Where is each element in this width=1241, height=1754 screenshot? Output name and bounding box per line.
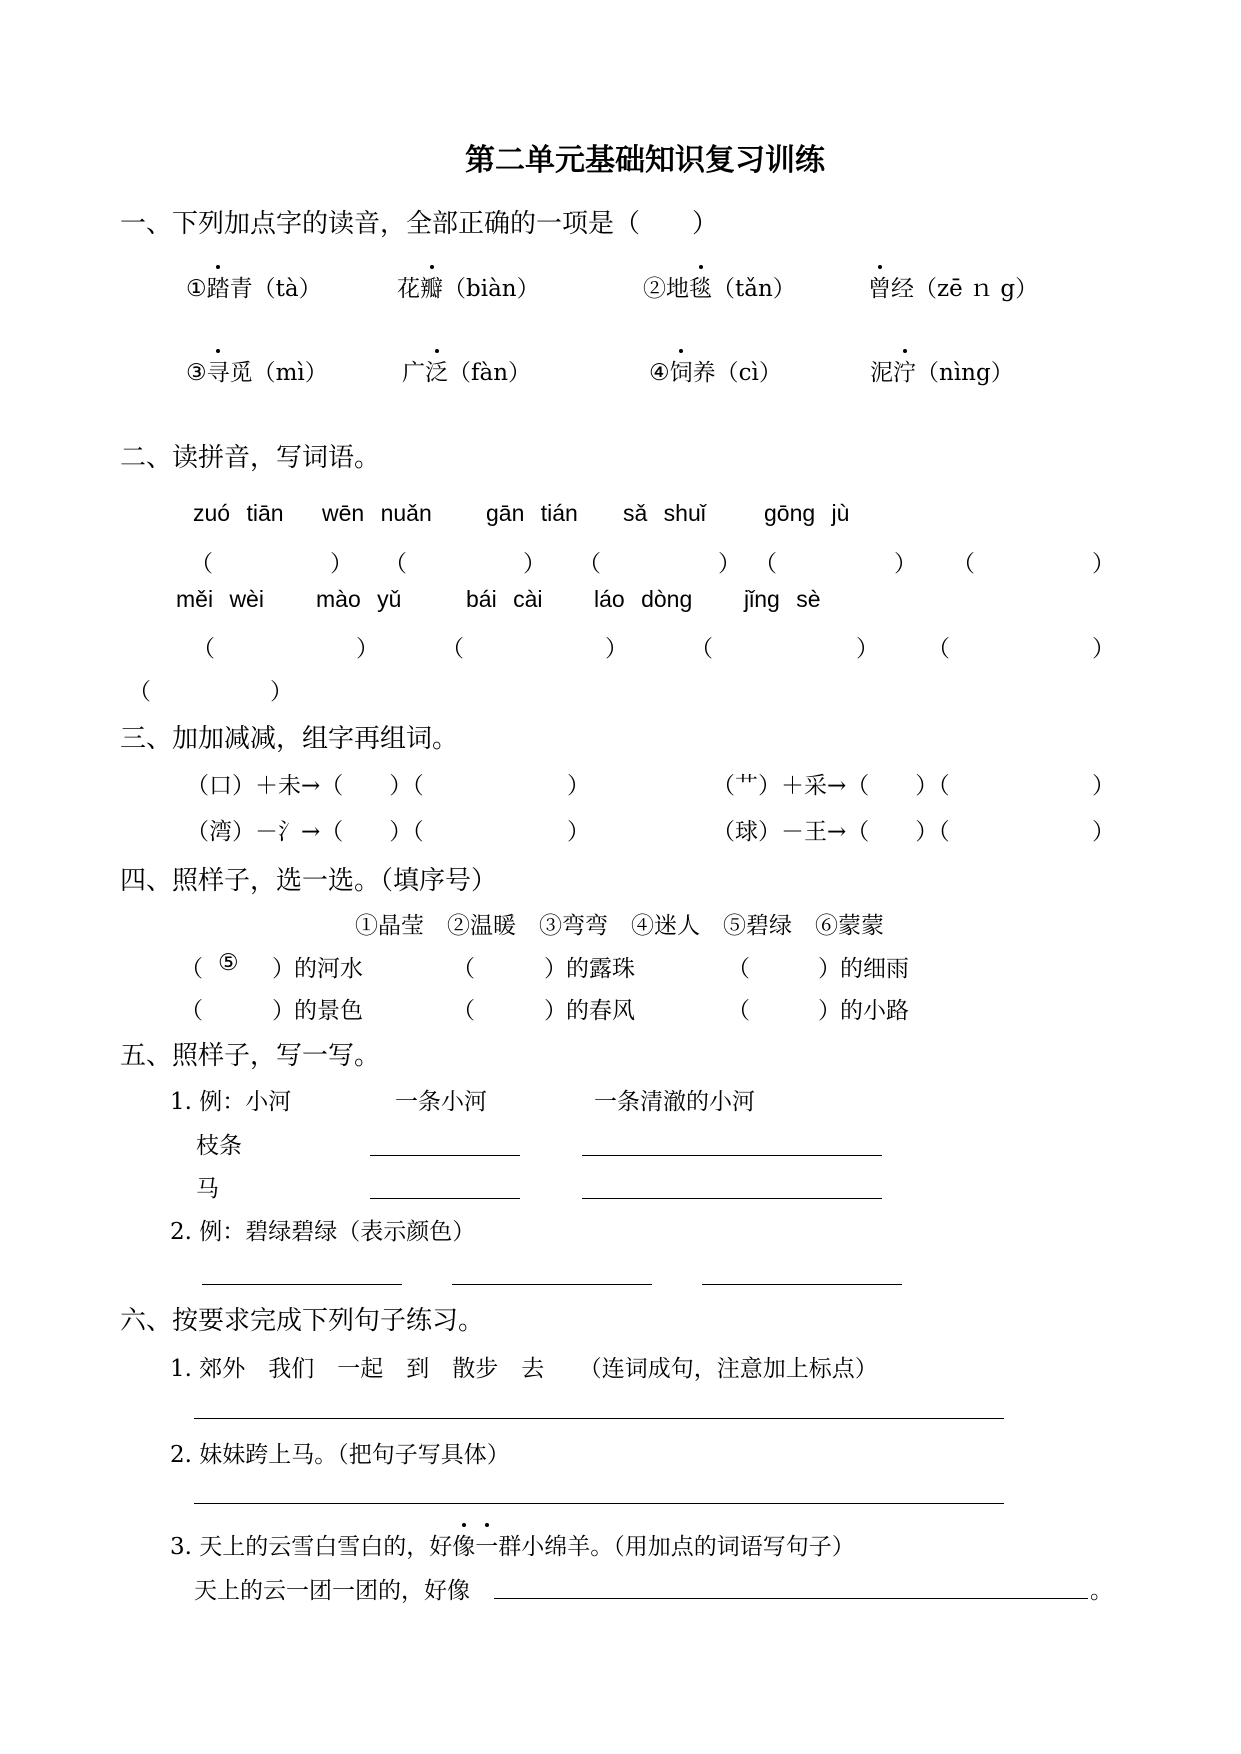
q4-blank-4-open: （ <box>180 998 203 1024</box>
q6-sentence-3-stem: 天上的云一团一团的，好像 <box>194 1578 470 1604</box>
q5-heading: 五、照样子，写一写。 <box>120 1041 381 1071</box>
pinyin-4: sǎ shuǐ <box>623 500 706 526</box>
dotted-char: 寻 <box>207 354 230 387</box>
answer-close-paren: ） <box>856 636 879 662</box>
q5-word-2: 马 <box>196 1176 219 1202</box>
answer-open-paren: （ <box>952 551 975 577</box>
q4-item-4: 的景色 <box>294 998 363 1024</box>
answer-close-paren: ） <box>330 551 353 577</box>
q4-blank-2-close: ） <box>544 956 567 982</box>
q1-option-2a: ②地毯（tǎn） <box>643 270 796 303</box>
pinyin-5: gōng jù <box>764 500 850 526</box>
answer-open-paren: （ <box>927 636 950 662</box>
q3-heading: 三、加加减减，组字再组词。 <box>120 724 459 754</box>
answer-line[interactable] <box>494 1598 1088 1599</box>
q1-option-3a: ③寻觅（mì） <box>186 354 328 387</box>
answer-close-paren: ） <box>270 679 293 705</box>
q3-item-4: （球）－王→（ ）（ <box>712 819 950 845</box>
q1-heading: 一、下列加点字的读音，全部正确的一项是（ ） <box>120 209 719 239</box>
answer-open-paren: （ <box>441 636 464 662</box>
q3-item-1: （口）＋未→（ ）（ <box>186 773 424 799</box>
answer-close-paren: ） <box>1092 551 1115 577</box>
q4-options: ①晶莹 ②温暖 ③弯弯 ④迷人 ⑤碧绿 ⑥蒙蒙 <box>355 913 884 939</box>
q5-example-1-a: 一条小河 <box>395 1089 487 1115</box>
dotted-char: 一 <box>475 1528 498 1561</box>
answer-open-paren: （ <box>128 679 151 705</box>
answer-close-paren: ） <box>523 551 546 577</box>
q5-word-1: 枝条 <box>196 1133 242 1159</box>
q3-item-2: （艹）＋采→（ ）（ <box>712 773 950 799</box>
q4-blank-5-open: （ <box>452 998 475 1024</box>
answer-close-paren: ） <box>894 551 917 577</box>
q4-example-answer: ⑤ <box>218 950 239 976</box>
pinyin-1: zuó tiān <box>193 500 284 526</box>
dotted-char: 瓣 <box>420 270 443 303</box>
pinyin-6: měi wèi <box>176 586 264 612</box>
dotted-char: 毯 <box>689 270 712 303</box>
answer-line[interactable] <box>194 1418 1004 1419</box>
q4-blank-5-close: ） <box>544 998 567 1024</box>
q4-blank-6-close: ） <box>818 998 841 1024</box>
answer-open-paren: （ <box>384 551 407 577</box>
q6-sentence-3: 3. 天上的云雪白雪白的，好像一群小绵羊。（用加点的词语写句子） <box>170 1528 855 1561</box>
pinyin-9: láo dòng <box>594 586 693 612</box>
q3-item-2-close: ） <box>1092 773 1115 799</box>
q3-item-3: （湾）－氵→（ ）（ <box>186 819 424 845</box>
sentence-end-period: 。 <box>1090 1578 1113 1604</box>
q5-example-2: 2. 例：碧绿碧绿（表示颜色） <box>170 1219 476 1245</box>
pinyin-2: wēn nuǎn <box>322 500 432 526</box>
answer-open-paren: （ <box>754 551 777 577</box>
q1-option-4b: 泥泞（nìng） <box>870 354 1014 387</box>
q4-blank-3-close: ） <box>818 956 841 982</box>
q6-heading: 六、按要求完成下列句子练习。 <box>120 1306 485 1336</box>
q1-option-3b: 广泛（fàn） <box>402 354 531 387</box>
answer-close-paren: ） <box>1092 636 1115 662</box>
answer-line[interactable] <box>582 1155 882 1156</box>
q4-blank-1-close: ） <box>272 956 295 982</box>
q4-blank-2-open: （ <box>452 956 475 982</box>
dotted-char: 饲 <box>670 354 693 387</box>
q5-example-1-b: 一条清澈的小河 <box>594 1089 755 1115</box>
answer-line[interactable] <box>452 1284 652 1285</box>
answer-open-paren: （ <box>190 551 213 577</box>
q4-blank-3-open: （ <box>727 956 750 982</box>
answer-open-paren: （ <box>578 551 601 577</box>
q4-blank-1-open: （ <box>180 956 203 982</box>
pinyin-10: jǐng sè <box>744 586 821 612</box>
q4-item-3: 的细雨 <box>840 956 909 982</box>
answer-line[interactable] <box>582 1198 882 1199</box>
pinyin-8: bái cài <box>466 586 543 612</box>
q4-item-5: 的春风 <box>566 998 635 1024</box>
answer-line[interactable] <box>702 1284 902 1285</box>
answer-line[interactable] <box>194 1503 1004 1504</box>
dotted-char: 泞 <box>893 354 916 387</box>
q4-heading: 四、照样子，选一选。（填序号） <box>120 866 498 896</box>
q1-option-1a: ①踏青（tà） <box>186 270 322 303</box>
q6-sentence-1: 1. 郊外 我们 一起 到 散步 去 （连词成句，注意加上标点） <box>170 1356 878 1382</box>
answer-close-paren: ） <box>356 636 379 662</box>
q3-item-4-close: ） <box>1092 819 1115 845</box>
q1-option-1b: 花瓣（biàn） <box>397 270 540 303</box>
dotted-char: 曾 <box>868 270 891 303</box>
pinyin-3: gān tián <box>486 500 578 526</box>
answer-line[interactable] <box>370 1198 520 1199</box>
answer-open-paren: （ <box>690 636 713 662</box>
page-title: 第二单元基础知识复习训练 <box>465 143 825 178</box>
q6-sentence-2: 2. 妹妹跨上马。（把句子写具体） <box>170 1442 510 1468</box>
q4-item-6: 的小路 <box>840 998 909 1024</box>
answer-line[interactable] <box>202 1284 402 1285</box>
q1-option-2b: 曾经（zē ｎ g） <box>868 270 1038 303</box>
q2-heading: 二、读拼音，写词语。 <box>120 443 381 473</box>
answer-open-paren: （ <box>192 636 215 662</box>
q3-item-3-close: ） <box>567 819 590 845</box>
q4-item-1: 的河水 <box>294 956 363 982</box>
q1-option-4a: ④饲养（cì） <box>649 354 782 387</box>
pinyin-7: mào yǔ <box>316 586 402 612</box>
dotted-char: 踏 <box>207 270 230 303</box>
q4-blank-6-open: （ <box>727 998 750 1024</box>
q3-item-1-close: ） <box>567 773 590 799</box>
answer-close-paren: ） <box>605 636 628 662</box>
q4-blank-4-close: ） <box>272 998 295 1024</box>
dotted-char: 像 <box>452 1528 475 1561</box>
dotted-char: 泛 <box>425 354 448 387</box>
answer-close-paren: ） <box>718 551 741 577</box>
q4-item-2: 的露珠 <box>566 956 635 982</box>
q5-example-1: 1. 例：小河 <box>170 1089 292 1115</box>
answer-line[interactable] <box>370 1155 520 1156</box>
